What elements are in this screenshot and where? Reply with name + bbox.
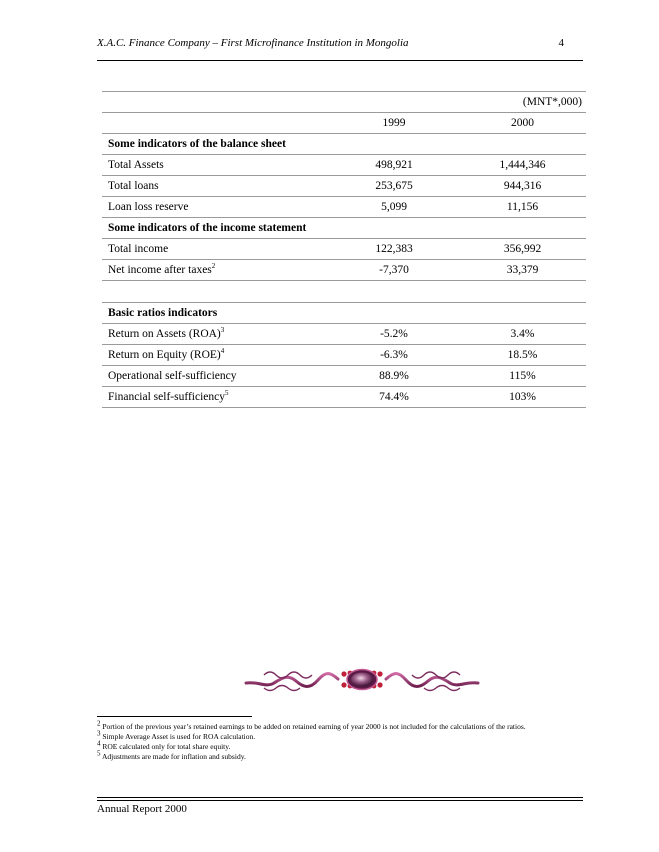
value-2000: 356,992 bbox=[459, 239, 586, 260]
footer-rule bbox=[97, 800, 583, 801]
unit-row bbox=[102, 92, 586, 113]
value-2000: 115% bbox=[459, 366, 586, 387]
page-number: 4 bbox=[558, 37, 564, 49]
value-1999: 253,675 bbox=[329, 176, 459, 197]
footer-rule bbox=[97, 797, 583, 798]
section-heading: Some indicators of the balance sheet bbox=[102, 134, 586, 155]
value-2000: 944,316 bbox=[459, 176, 586, 197]
footnote-text: ROE calculated only for total share equity. bbox=[102, 742, 231, 751]
value-2000: 33,379 bbox=[459, 260, 586, 281]
section-heading: Some indicators of the income statement bbox=[102, 218, 586, 239]
footnote bbox=[97, 739, 567, 752]
footnote-ref: 4 bbox=[220, 347, 225, 356]
value-1999: 74.4% bbox=[329, 387, 459, 408]
footnote-text: Portion of the previous year’s retained earnings to be added on retained earning of year 2000 is not included for the calculations of the ratios. bbox=[102, 722, 526, 731]
value-1999: 122,383 bbox=[329, 239, 459, 260]
row-label-cell bbox=[102, 387, 329, 408]
value-2000: 3.4% bbox=[459, 324, 586, 345]
table-row bbox=[102, 197, 586, 218]
blank-cell bbox=[102, 113, 329, 134]
value-2000: 18.5% bbox=[459, 345, 586, 366]
footnote-ref: 3 bbox=[220, 326, 225, 335]
value-1999: 498,921 bbox=[329, 155, 459, 176]
footnote-number: 4 bbox=[97, 739, 101, 748]
footnote-rule bbox=[97, 716, 252, 717]
table-row bbox=[102, 176, 586, 197]
row-label: Return on Equity (ROE) bbox=[108, 349, 221, 361]
spacer-row bbox=[102, 281, 586, 303]
value-1999: -6.3% bbox=[329, 345, 459, 366]
row-label: Total income bbox=[102, 239, 329, 260]
table-row bbox=[102, 387, 586, 408]
footnote-number: 3 bbox=[97, 729, 101, 738]
table-row bbox=[102, 366, 586, 387]
value-1999: 5,099 bbox=[329, 197, 459, 218]
footnote-text: Adjustments are made for inflation and subsidy. bbox=[101, 752, 246, 761]
table-row bbox=[102, 345, 586, 366]
value-2000: 103% bbox=[459, 387, 586, 408]
year-1999-header: 1999 bbox=[329, 113, 459, 134]
footnote-ref: 2 bbox=[211, 262, 216, 271]
section-heading-income-statement bbox=[102, 218, 586, 239]
year-2000-header: 2000 bbox=[459, 113, 586, 134]
footnote bbox=[97, 729, 567, 742]
footnote-text: Simple Average Asset is used for ROA calculation. bbox=[102, 732, 256, 741]
value-1999: -5.2% bbox=[329, 324, 459, 345]
row-label-cell bbox=[102, 345, 329, 366]
table-row bbox=[102, 155, 586, 176]
row-label: Total Assets bbox=[102, 155, 329, 176]
header-rule bbox=[97, 60, 583, 61]
row-label: Net income after taxes bbox=[108, 264, 212, 276]
page-footer: Annual Report 2000 bbox=[97, 803, 187, 815]
row-label: Total loans bbox=[102, 176, 329, 197]
row-label: Operational self-sufficiency bbox=[102, 366, 329, 387]
section-heading-balance-sheet bbox=[102, 134, 586, 155]
table-row bbox=[102, 324, 586, 345]
unit-label: (MNT*,000) bbox=[102, 92, 586, 113]
row-label-cell bbox=[102, 324, 329, 345]
footnotes bbox=[97, 719, 567, 762]
value-2000: 11,156 bbox=[459, 197, 586, 218]
footnote-number: 2 bbox=[97, 719, 101, 728]
footnote bbox=[97, 749, 567, 762]
decorative-ornament-icon bbox=[244, 664, 480, 694]
footnote-number: 5 bbox=[97, 749, 101, 758]
value-1999: -7,370 bbox=[329, 260, 459, 281]
footnote-ref: 5 bbox=[224, 389, 229, 398]
value-2000: 1,444,346 bbox=[459, 155, 586, 176]
table-row bbox=[102, 260, 586, 281]
table-row bbox=[102, 239, 586, 260]
value-1999: 88.9% bbox=[329, 366, 459, 387]
footnote bbox=[97, 719, 567, 732]
header-title: X.A.C. Finance Company – First Microfinance Institution in Mongolia bbox=[97, 37, 409, 49]
row-label: Loan loss reserve bbox=[102, 197, 329, 218]
page-header bbox=[97, 37, 564, 61]
section-heading-basic-ratios bbox=[102, 303, 586, 324]
row-label-cell bbox=[102, 260, 329, 281]
section-heading: Basic ratios indicators bbox=[102, 303, 586, 324]
year-header-row bbox=[102, 113, 586, 134]
row-label: Financial self-sufficiency bbox=[108, 391, 225, 403]
financial-indicators-table bbox=[102, 91, 586, 408]
row-label: Return on Assets (ROA) bbox=[108, 328, 221, 340]
